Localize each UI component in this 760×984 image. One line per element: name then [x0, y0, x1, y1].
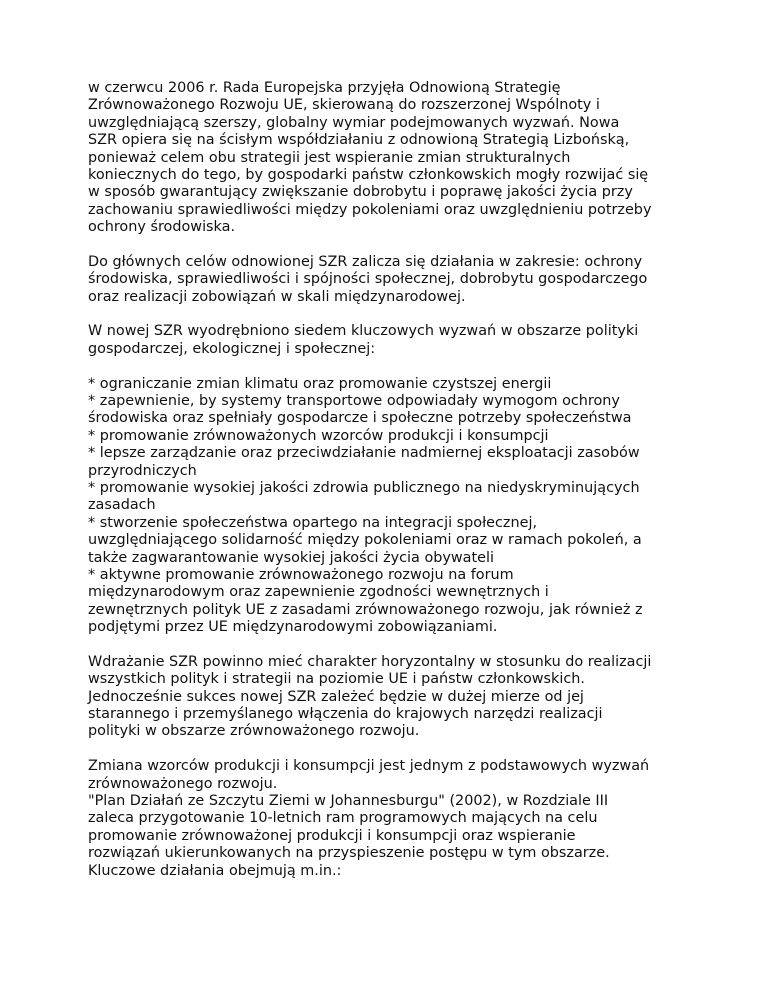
- list-item-line: * zapewnienie, by systemy transportowe odpowiadały wymogom ochrony: [88, 393, 620, 410]
- list-item-line: uwzględniającego solidarność między pokoleniami oraz w ramach pokoleń, a: [88, 532, 642, 549]
- text-line: zrównoważonego rozwoju.: [88, 775, 278, 792]
- list-item-line: środowiska oraz spełniały gospodarcze i społeczne potrzeby społeczeństwa: [88, 410, 632, 427]
- text-line: Wdrażanie SZR powinno mieć charakter horyzontalny w stosunku do realizacji: [88, 653, 652, 670]
- text-line: Zrównoważonego Rozwoju UE, skierowaną do rozszerzonej Wspólnoty i: [88, 97, 600, 114]
- list-item-line: * stworzenie społeczeństwa opartego na integracji społecznej,: [88, 514, 538, 531]
- text-line: koniecznych do tego, by gospodarki państw członkowskich mogły rozwijać się: [88, 166, 649, 183]
- list-item-line: * lepsze zarządzanie oraz przeciwdziałanie nadmiernej eksploatacji zasobów: [88, 445, 640, 462]
- text-line: zachowaniu sprawiedliwości między pokoleniami oraz uwzględnieniu potrzeby: [88, 201, 652, 218]
- list-item-line: * ograniczanie zmian klimatu oraz promowanie czystszej energii: [88, 375, 552, 392]
- document-page: [88, 80, 688, 880]
- text-line: oraz realizacji zobowiązań w skali międzynarodowej.: [88, 288, 466, 305]
- text-line: środowiska, sprawiedliwości i spójności społecznej, dobrobytu gospodarczego: [88, 271, 648, 288]
- text-line: polityki w obszarze zrównoważonego rozwoju.: [88, 723, 420, 740]
- paragraph-spacer: [88, 637, 688, 654]
- list-item-line: międzynarodowym oraz zapewnienie zgodności wewnętrznych i: [88, 584, 549, 601]
- text-line: Kluczowe działania obejmują m.in.:: [88, 862, 342, 879]
- text-line: Do głównych celów odnowionej SZR zalicza się działania w zakresie: ochrony: [88, 253, 643, 270]
- text-line: SZR opiera się na ścisłym współdziałaniu z odnowioną Strategią Lizbońską,: [88, 132, 630, 149]
- text-line: w czerwcu 2006 r. Rada Europejska przyjęła Odnowioną Strategię: [88, 80, 561, 96]
- text-line: W nowej SZR wyodrębniono siedem kluczowych wyzwań w obszarze polityki: [88, 323, 639, 340]
- list-item-line: przyrodniczych: [88, 462, 197, 479]
- paragraph-intro: [88, 80, 688, 237]
- paragraph-spacer: [88, 741, 688, 758]
- list-item-line: * aktywne promowanie zrównoważonego rozwoju na forum: [88, 566, 514, 583]
- paragraph-challenges-intro: [88, 323, 688, 358]
- text-line: gospodarczej, ekologicznej i społecznej:: [88, 340, 376, 357]
- challenges-list: [88, 376, 688, 637]
- list-item-line: zewnętrznych polityk UE z zasadami zrównoważonego rozwoju, jak również z: [88, 601, 643, 618]
- text-line: zaleca przygotowanie 10-letnich ram programowych mających na celu: [88, 810, 598, 827]
- text-line: Zmiana wzorców produkcji i konsumpcji jest jednym z podstawowych wyzwań: [88, 758, 650, 775]
- paragraph-spacer: [88, 358, 688, 375]
- paragraph-production-consumption: [88, 758, 688, 880]
- text-line: ochrony środowiska.: [88, 219, 236, 236]
- text-line: Jednocześnie sukces nowej SZR zależeć będzie w dużej mierze od jej: [88, 688, 584, 705]
- text-line: uwzględniającą szerszy, globalny wymiar podejmowanych wyzwań. Nowa: [88, 114, 620, 131]
- list-item-line: podjętymi przez UE międzynarodowymi zobowiązaniami.: [88, 619, 498, 636]
- paragraph-implementation: [88, 654, 688, 741]
- text-line: promowanie zrównoważonej produkcji i konsumpcji oraz wspieranie: [88, 827, 576, 844]
- list-item-line: * promowanie zrównoważonych wzorców produkcji i konsumpcji: [88, 427, 549, 444]
- text-line: starannego i przemyślanego włączenia do krajowych narzędzi realizacji: [88, 706, 603, 723]
- text-line: w sposób gwarantujący zwiększanie dobrobytu i poprawę jakości życia przy: [88, 184, 633, 201]
- text-line: wszystkich polityk i strategii na poziomie UE i państw członkowskich.: [88, 671, 585, 688]
- list-item-line: także zagwarantowanie wysokiej jakości życia obywateli: [88, 549, 494, 566]
- text-line: ponieważ celem obu strategii jest wspieranie zmian strukturalnych: [88, 149, 571, 166]
- list-item-line: * promowanie wysokiej jakości zdrowia publicznego na niedyskryminujących: [88, 479, 640, 496]
- list-item-line: zasadach: [88, 497, 156, 514]
- text-line: rozwiązań ukierunkowanych na przyspieszenie postępu w tym obszarze.: [88, 845, 610, 862]
- paragraph-spacer: [88, 306, 688, 323]
- paragraph-spacer: [88, 237, 688, 254]
- paragraph-goals: [88, 254, 688, 306]
- text-line: "Plan Działań ze Szczytu Ziemi w Johannesburgu" (2002), w Rozdziale III: [88, 793, 609, 810]
